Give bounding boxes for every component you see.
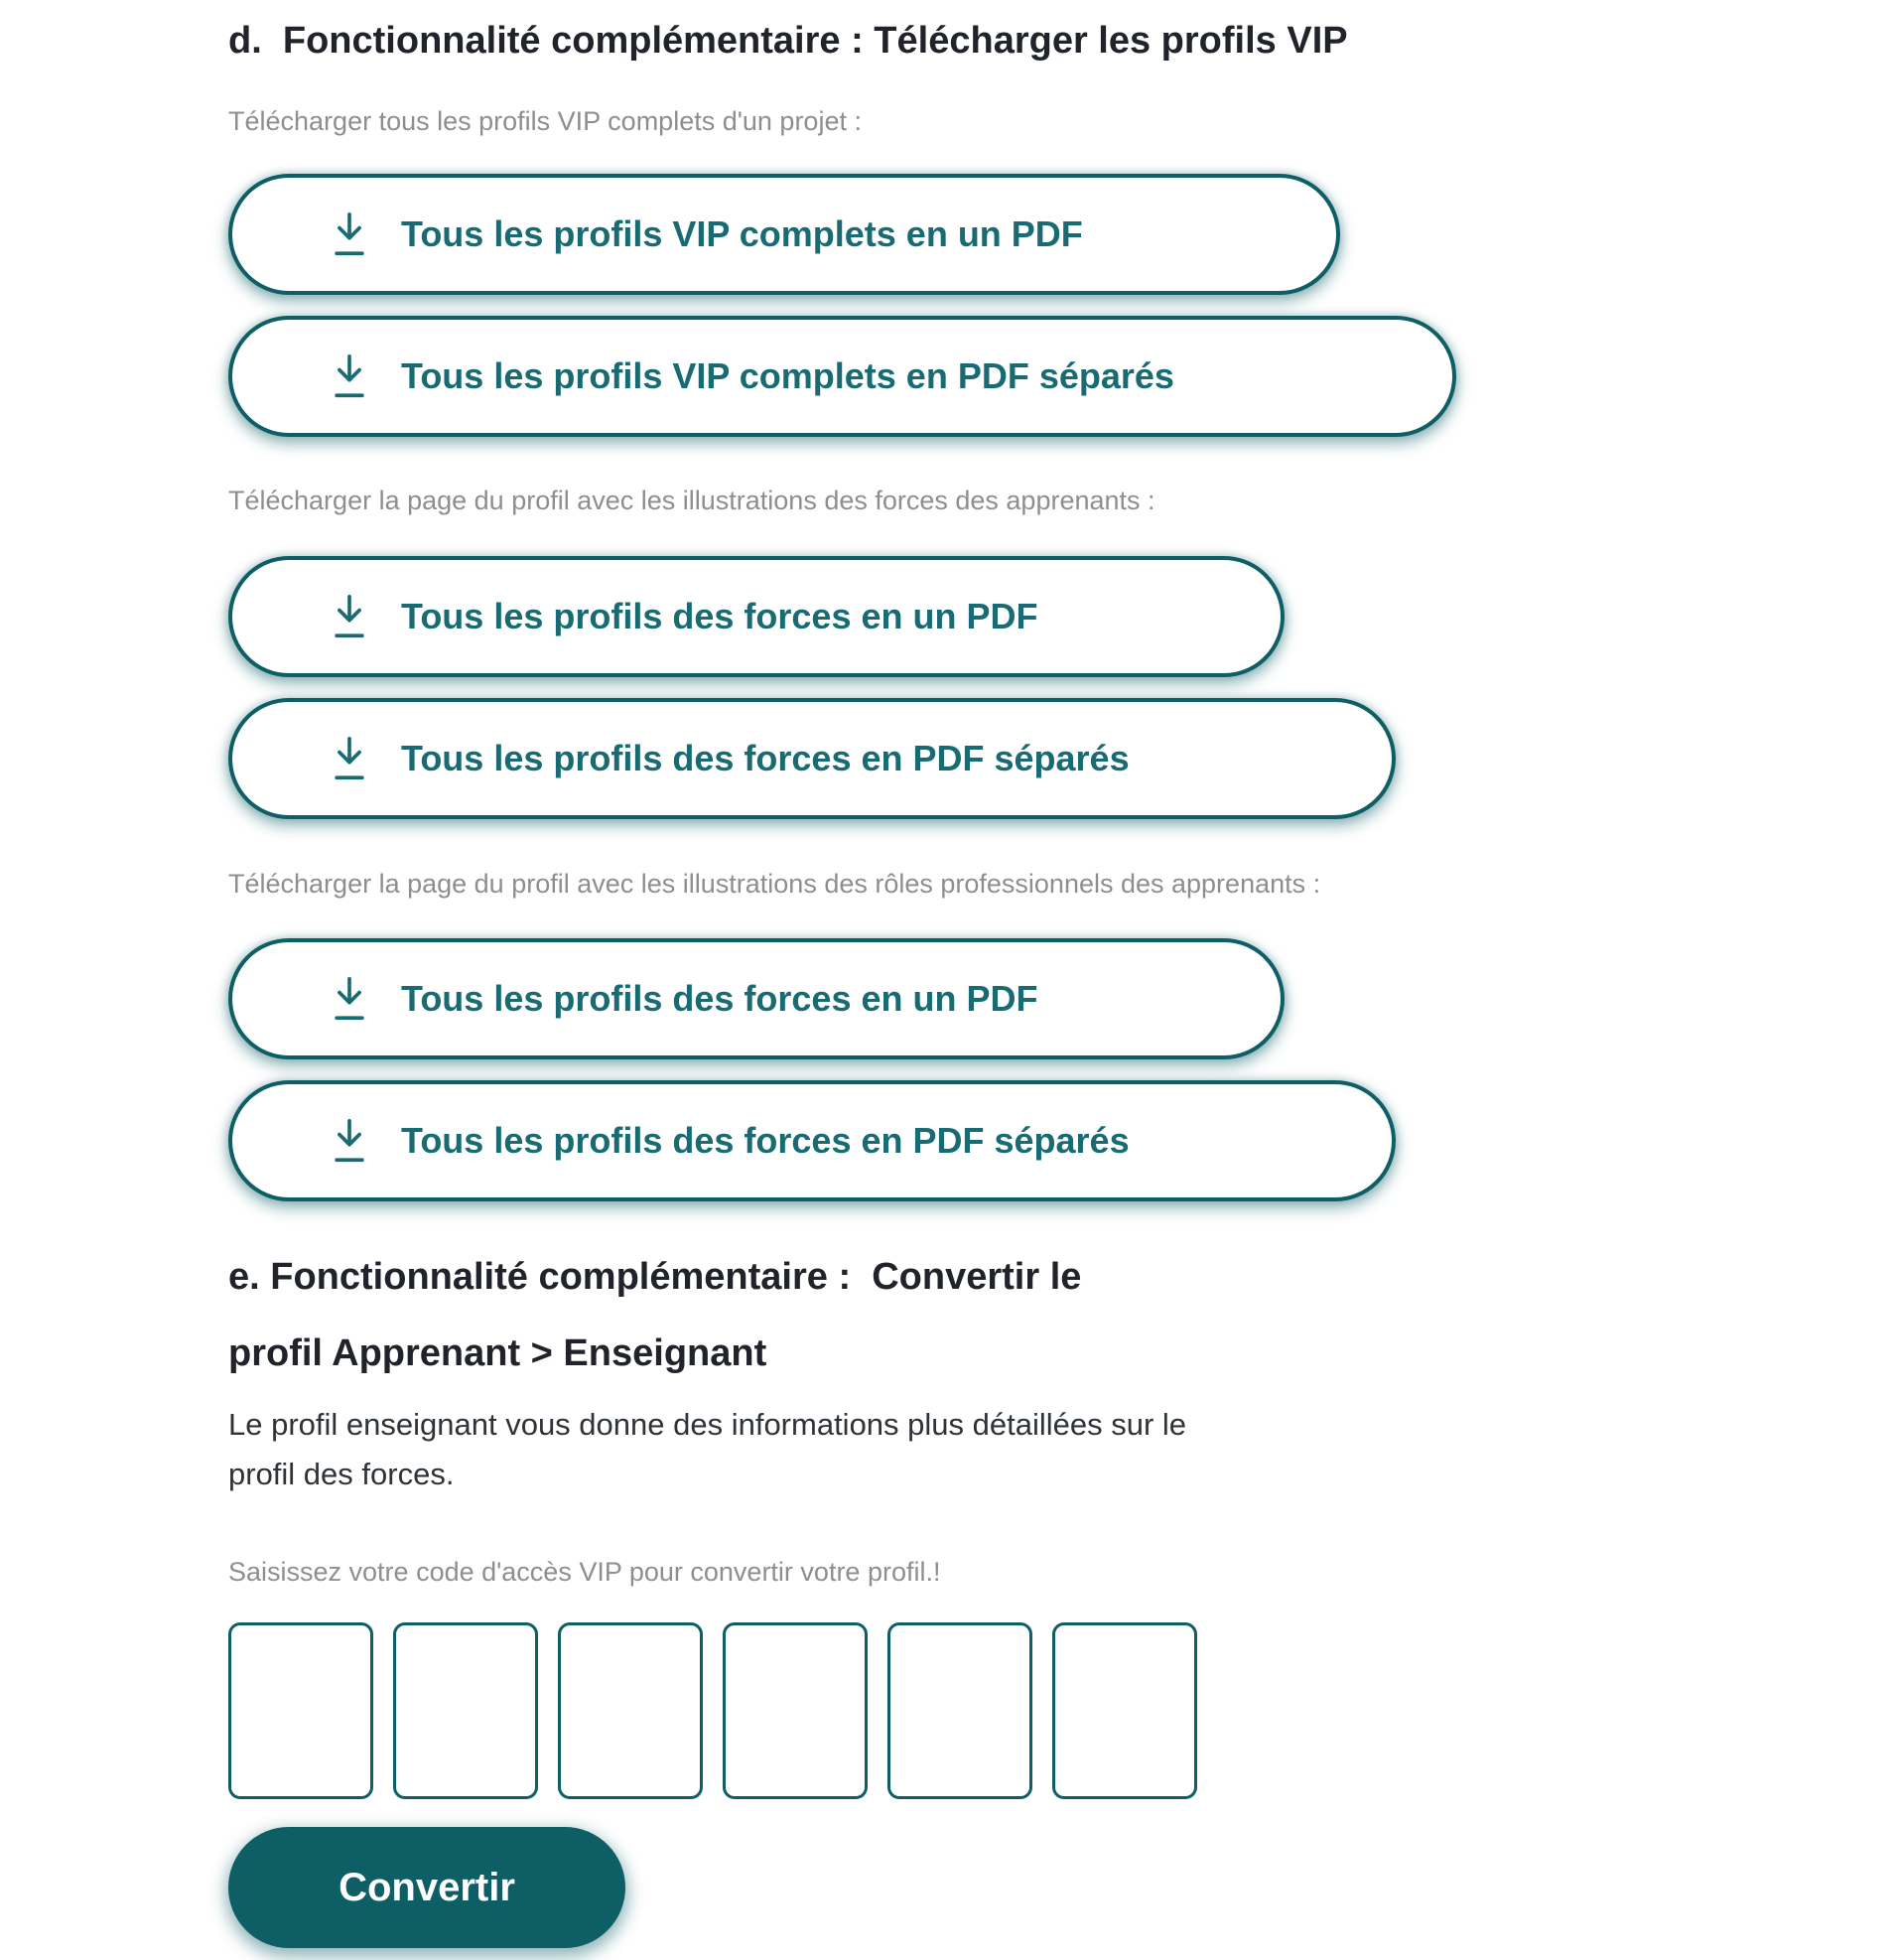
- download-strengths-one-pdf-button[interactable]: [228, 556, 1285, 677]
- download-icon: [328, 735, 371, 782]
- download-roles-one-pdf-button[interactable]: [228, 938, 1285, 1059]
- code-digit-input-2[interactable]: [393, 1622, 538, 1799]
- code-prompt: Saisissez votre code d'accès VIP pour convertir votre profil.!: [228, 1557, 941, 1587]
- convert-button[interactable]: Convertir: [228, 1827, 625, 1948]
- section-e-heading: [228, 1239, 1898, 1392]
- code-digit-input-3[interactable]: [558, 1622, 703, 1799]
- section-e-description-line2: profil des forces.: [228, 1457, 455, 1491]
- download-icon: [328, 593, 371, 640]
- section-d-heading: d. Fonctionnalité complémentaire : Télécharger les profils VIP: [228, 20, 1348, 62]
- download-strengths-separate-pdf-button[interactable]: [228, 698, 1396, 819]
- code-digit-input-4[interactable]: [723, 1622, 868, 1799]
- section-e-description-line1: Le profil enseignant vous donne des informations plus détaillées sur le: [228, 1407, 1187, 1442]
- download-button-label: Tous les profils des forces en PDF séparés: [401, 738, 1130, 778]
- download-roles-separate-pdf-button[interactable]: [228, 1080, 1396, 1201]
- download-all-vip-one-pdf-button[interactable]: [228, 174, 1340, 295]
- code-digit-input-1[interactable]: [228, 1622, 373, 1799]
- vip-code-input-group: [228, 1622, 1898, 1799]
- section-e-description: [228, 1400, 1898, 1499]
- caption-roles-pages: Télécharger la page du profil avec les illustrations des rôles professionnels des apprenants :: [228, 869, 1321, 899]
- caption-vip-complete: Télécharger tous les profils VIP complets d'un projet :: [228, 106, 862, 136]
- section-e-heading-line2: profil Apprenant > Enseignant: [228, 1332, 767, 1374]
- download-button-label: Tous les profils VIP complets en PDF séparés: [401, 355, 1174, 396]
- section-e-heading-line1: e. Fonctionnalité complémentaire : Convertir le: [228, 1256, 1082, 1298]
- download-icon: [328, 975, 371, 1023]
- download-button-label: Tous les profils des forces en PDF séparés: [401, 1120, 1130, 1161]
- download-all-vip-separate-pdf-button[interactable]: [228, 316, 1456, 437]
- code-digit-input-5[interactable]: [887, 1622, 1032, 1799]
- download-icon: [328, 1117, 371, 1165]
- code-digit-input-6[interactable]: [1052, 1622, 1197, 1799]
- download-button-label: Tous les profils des forces en un PDF: [401, 978, 1038, 1019]
- download-icon: [328, 210, 371, 258]
- download-button-label: Tous les profils des forces en un PDF: [401, 596, 1038, 636]
- download-button-label: Tous les profils VIP complets en un PDF: [401, 213, 1083, 254]
- caption-strengths-pages: Télécharger la page du profil avec les illustrations des forces des apprenants :: [228, 486, 1155, 515]
- download-icon: [328, 352, 371, 400]
